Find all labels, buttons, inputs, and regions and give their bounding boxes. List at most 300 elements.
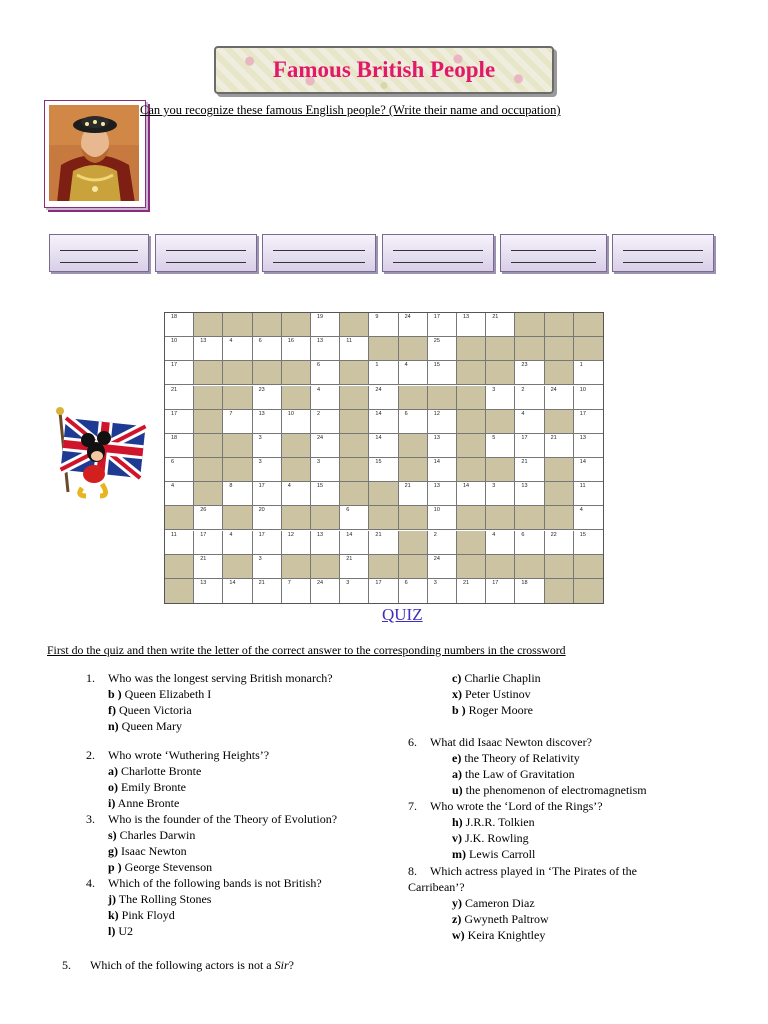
crossword-cell-number: 4 — [229, 531, 233, 538]
crossword-cell[interactable] — [515, 434, 544, 458]
crossword-cell[interactable] — [515, 410, 544, 434]
crossword-shaded-cell — [457, 506, 486, 530]
crossword-shaded-cell — [515, 337, 544, 361]
crossword-cell-number: 21 — [346, 555, 353, 562]
crossword-cell-number: 14 — [346, 531, 353, 538]
crossword-cell[interactable] — [223, 337, 252, 361]
crossword-cell-number: 6 — [521, 531, 525, 538]
crossword-cell[interactable] — [194, 506, 223, 530]
crossword-cell[interactable] — [428, 313, 457, 337]
crossword-cell-number: 21 — [521, 459, 528, 465]
crossword-shaded-cell — [223, 313, 252, 337]
crossword-cell-number: 16 — [287, 338, 294, 345]
crossword-cell-number: 21 — [375, 531, 382, 538]
crossword-shaded-cell — [457, 555, 486, 579]
crossword-cell-number: 18 — [171, 314, 178, 320]
crossword-cell[interactable] — [369, 361, 398, 385]
crossword-cell[interactable] — [165, 361, 194, 385]
crossword-shaded-cell — [340, 458, 369, 482]
crossword-cell-number: 13 — [317, 531, 324, 538]
crossword-cell-number: 14 — [375, 410, 382, 417]
answer-line — [511, 250, 596, 252]
answer-option: o) Emily Bronte — [108, 780, 186, 794]
crossword-cell[interactable] — [428, 555, 457, 579]
crossword-shaded-cell — [340, 434, 369, 458]
answer-line — [273, 250, 365, 252]
crossword-shaded-cell — [340, 386, 369, 410]
crossword-shaded-cell — [574, 313, 603, 337]
crossword-cell-number: 17 — [492, 579, 499, 586]
crossword-cell-number: 7 — [229, 410, 233, 417]
crossword-cell-number: 3 — [492, 386, 496, 393]
crossword-shaded-cell — [457, 458, 486, 482]
crossword-cell[interactable] — [194, 531, 223, 555]
crossword-shaded-cell — [545, 410, 574, 434]
crossword-shaded-cell — [194, 434, 223, 458]
crossword-cell-number: 11 — [171, 531, 177, 538]
crossword-shaded-cell — [340, 313, 369, 337]
henry-viii-portrait — [44, 100, 146, 208]
crossword-shaded-cell — [223, 434, 252, 458]
crossword-cell-number: 3 — [346, 579, 350, 586]
crossword-cell[interactable] — [282, 531, 311, 555]
crossword-cell[interactable] — [311, 313, 340, 337]
crossword-shaded-cell — [165, 579, 194, 603]
question-text: 1. Who was the longest serving British monarch? — [86, 671, 333, 685]
crossword-cell[interactable] — [515, 579, 544, 603]
answer-line — [60, 262, 138, 264]
crossword-shaded-cell — [194, 410, 223, 434]
crossword-cell[interactable] — [253, 410, 282, 434]
crossword-cell[interactable] — [457, 579, 486, 603]
crossword-cell[interactable] — [253, 458, 282, 482]
crossword-cell-number: 18 — [171, 434, 178, 441]
crossword-cell[interactable] — [194, 555, 223, 579]
crossword-cell[interactable] — [311, 386, 340, 410]
crossword-shaded-cell — [457, 386, 486, 410]
answer-box[interactable] — [382, 234, 494, 272]
crossword-shaded-cell — [311, 506, 340, 530]
crossword-cell-number: 13 — [258, 410, 265, 417]
answer-option: j) The Rolling Stones — [108, 892, 212, 906]
crossword-cell-number: 13 — [433, 434, 440, 441]
crossword-cell-number: 19 — [317, 314, 324, 320]
crossword-cell[interactable] — [486, 579, 515, 603]
crossword-cell[interactable] — [574, 434, 603, 458]
crossword-cell[interactable] — [428, 458, 457, 482]
crossword-cell-number: 14 — [579, 459, 586, 465]
crossword-cell-number: 4 — [404, 362, 408, 369]
question-text: 6. What did Isaac Newton discover? — [408, 735, 592, 749]
crossword-shaded-cell — [457, 434, 486, 458]
crossword-cell[interactable] — [428, 482, 457, 506]
crossword-cell[interactable] — [282, 337, 311, 361]
crossword-cell-number: 21 — [404, 483, 411, 490]
answer-option: v) J.K. Rowling — [452, 831, 529, 845]
crossword-cell-number: 4 — [229, 338, 233, 345]
crossword-cell[interactable] — [340, 579, 369, 603]
crossword-cell[interactable] — [399, 313, 428, 337]
crossword-shaded-cell — [545, 361, 574, 385]
question-text: 3. Who is the founder of the Theory of Evolution? — [86, 812, 338, 826]
crossword-shaded-cell — [515, 506, 544, 530]
crossword-cell[interactable] — [574, 506, 603, 530]
crossword-cell[interactable] — [486, 434, 515, 458]
crossword-shaded-cell — [515, 313, 544, 337]
crossword-shaded-cell — [399, 337, 428, 361]
crossword-shaded-cell — [399, 506, 428, 530]
crossword-cell-number: 13 — [579, 434, 586, 441]
answer-box[interactable] — [500, 234, 607, 272]
crossword-cell[interactable] — [253, 555, 282, 579]
crossword-cell-number: 23 — [258, 386, 265, 393]
crossword-shaded-cell — [399, 458, 428, 482]
crossword-cell[interactable] — [165, 482, 194, 506]
crossword-shaded-cell — [486, 410, 515, 434]
answer-option: c) Charlie Chaplin — [452, 671, 541, 685]
crossword-cell[interactable] — [165, 531, 194, 555]
crossword-cell-number: 11 — [579, 483, 586, 490]
answer-option: i) Anne Bronte — [108, 796, 180, 810]
crossword-cell[interactable] — [282, 482, 311, 506]
crossword-shaded-cell — [574, 579, 603, 603]
crossword-cell[interactable] — [428, 410, 457, 434]
crossword-cell[interactable] — [428, 506, 457, 530]
crossword-cell[interactable] — [340, 506, 369, 530]
crossword-cell[interactable] — [253, 482, 282, 506]
crossword-shaded-cell — [223, 458, 252, 482]
crossword-cell[interactable] — [282, 410, 311, 434]
answer-line — [623, 250, 703, 252]
crossword-cell-number: 14 — [463, 483, 470, 490]
crossword-cell[interactable] — [574, 410, 603, 434]
answer-option: w) Keira Knightley — [452, 928, 546, 942]
crossword-cell[interactable] — [486, 482, 515, 506]
crossword-cell-number: 13 — [200, 579, 207, 586]
crossword-shaded-cell — [545, 555, 574, 579]
crossword-shaded-cell — [486, 458, 515, 482]
crossword-shaded-cell — [194, 361, 223, 385]
crossword-cell-number: 4 — [287, 483, 291, 490]
crossword-cell[interactable] — [223, 482, 252, 506]
crossword-cell-number: 10 — [433, 507, 440, 514]
crossword-cell[interactable] — [399, 361, 428, 385]
crossword-shaded-cell — [282, 386, 311, 410]
crossword-cell[interactable] — [428, 434, 457, 458]
crossword-cell-number: 4 — [492, 531, 496, 538]
crossword-cell[interactable] — [369, 434, 398, 458]
crossword-cell[interactable] — [253, 337, 282, 361]
crossword-shaded-cell — [369, 337, 398, 361]
crossword-cell-number: 24 — [317, 434, 324, 441]
question-text: 2. Who wrote ‘Wuthering Heights’? — [86, 748, 270, 762]
crossword-cell[interactable] — [311, 337, 340, 361]
crossword-cell[interactable] — [253, 579, 282, 603]
crossword-cell-number: 21 — [258, 579, 265, 586]
crossword-cell-number: 6 — [258, 338, 262, 345]
crossword-shaded-cell — [223, 555, 252, 579]
crossword-cell[interactable] — [223, 410, 252, 434]
crossword-cell[interactable] — [311, 410, 340, 434]
crossword-cell-number: 4 — [171, 483, 175, 490]
crossword-shaded-cell — [340, 361, 369, 385]
crossword-cell[interactable] — [311, 458, 340, 482]
crossword-cell-number: 15 — [317, 483, 324, 490]
answer-option: l) U2 — [108, 924, 134, 938]
question-text: 7. Who wrote the ‘Lord of the Rings’? — [408, 799, 603, 813]
crossword-cell-number: 25 — [433, 338, 440, 345]
crossword-cell[interactable] — [311, 579, 340, 603]
crossword-cell-number: 15 — [433, 362, 440, 369]
crossword-cell-number: 24 — [317, 579, 324, 586]
question-text: 8. Which actress played in ‘The Pirates of the — [408, 864, 637, 878]
answer-option: x) Peter Ustinov — [452, 687, 531, 701]
answer-box[interactable] — [612, 234, 714, 272]
answer-line — [273, 262, 365, 264]
crossword-cell-number: 3 — [258, 434, 262, 441]
crossword-cell[interactable] — [399, 410, 428, 434]
crossword-cell[interactable] — [457, 313, 486, 337]
answer-box[interactable] — [49, 234, 149, 272]
question-text: 5. Which of the following actors is not a Sir? — [62, 958, 294, 972]
crossword-cell-number: 12 — [287, 531, 294, 538]
crossword-cell[interactable] — [253, 434, 282, 458]
crossword-cell-number: 4 — [317, 386, 321, 393]
crossword-cell-number: 20 — [258, 507, 265, 514]
crossword-shaded-cell — [282, 458, 311, 482]
answer-option: h) J.R.R. Tolkien — [452, 815, 535, 829]
answer-option: b ) Queen Elizabeth I — [108, 687, 212, 701]
crossword-cell[interactable] — [574, 386, 603, 410]
crossword-shaded-cell — [457, 361, 486, 385]
crossword-cell-number: 17 — [171, 362, 178, 369]
crossword-cell-number: 8 — [229, 483, 233, 490]
crossword-cell[interactable] — [545, 531, 574, 555]
crossword-shaded-cell — [311, 555, 340, 579]
crossword-shaded-cell — [194, 386, 223, 410]
crossword-cell[interactable] — [369, 531, 398, 555]
crossword-cell[interactable] — [428, 531, 457, 555]
crossword-shaded-cell — [574, 337, 603, 361]
crossword-shaded-cell — [282, 555, 311, 579]
crossword-cell[interactable] — [282, 579, 311, 603]
crossword-cell-number: 23 — [521, 362, 528, 369]
crossword-cell[interactable] — [574, 458, 603, 482]
crossword-shaded-cell — [165, 555, 194, 579]
answer-option: s) Charles Darwin — [108, 828, 196, 842]
crossword-shaded-cell — [545, 482, 574, 506]
crossword-cell[interactable] — [340, 531, 369, 555]
crossword-cell[interactable] — [515, 386, 544, 410]
crossword-cell-number: 9 — [375, 314, 379, 320]
crossword-cell-number: 7 — [287, 579, 291, 586]
crossword-cell-number: 22 — [550, 531, 557, 538]
crossword-cell[interactable] — [311, 361, 340, 385]
crossword-cell[interactable] — [369, 313, 398, 337]
crossword-shaded-cell — [399, 434, 428, 458]
crossword-cell[interactable] — [194, 337, 223, 361]
crossword-cell[interactable] — [165, 434, 194, 458]
crossword-cell[interactable] — [165, 313, 194, 337]
crossword-cell-number: 17 — [579, 410, 586, 417]
crossword-shaded-cell — [369, 482, 398, 506]
crossword-shaded-cell — [253, 313, 282, 337]
crossword-cell-number: 3 — [258, 459, 262, 465]
crossword-cell-number: 2 — [433, 531, 437, 538]
crossword-cell[interactable] — [253, 531, 282, 555]
crossword-cell[interactable] — [165, 386, 194, 410]
crossword-cell-number: 17 — [375, 579, 382, 586]
crossword-cell-number: 10 — [171, 338, 178, 345]
crossword-cell-number: 21 — [492, 314, 499, 320]
crossword-shaded-cell — [369, 555, 398, 579]
crossword-cell[interactable] — [515, 458, 544, 482]
crossword-cell-number: 6 — [171, 459, 175, 465]
answer-option: g) Isaac Newton — [108, 844, 187, 858]
title-banner — [214, 46, 554, 94]
crossword-cell[interactable] — [253, 386, 282, 410]
answer-box[interactable] — [155, 234, 257, 272]
crossword-cell-number: 17 — [200, 531, 207, 538]
crossword-cell-number: 11 — [346, 338, 352, 345]
crossword-shaded-cell — [223, 386, 252, 410]
crossword-cell-number: 13 — [521, 483, 528, 490]
crossword-cell[interactable] — [369, 579, 398, 603]
crossword-cell[interactable] — [574, 482, 603, 506]
answer-option: m) Lewis Carroll — [452, 847, 536, 861]
crossword-cell[interactable] — [165, 410, 194, 434]
crossword-cell[interactable] — [486, 531, 515, 555]
crossword-cell[interactable] — [545, 386, 574, 410]
answer-option: z) Gwyneth Paltrow — [452, 912, 549, 926]
crossword-shaded-cell — [194, 482, 223, 506]
answer-line — [166, 262, 246, 264]
question-text: 4. Which of the following bands is not British? — [86, 876, 322, 890]
crossword-cell[interactable] — [340, 555, 369, 579]
crossword-cell-number: 3 — [258, 555, 262, 562]
crossword-cell-number: 6 — [317, 362, 321, 369]
quiz-heading: QUIZ — [382, 605, 423, 624]
crossword-cell-number: 13 — [200, 338, 207, 345]
crossword-shaded-cell — [545, 337, 574, 361]
crossword-shaded-cell — [486, 555, 515, 579]
answer-option: p ) George Stevenson — [108, 860, 213, 874]
crossword-shaded-cell — [165, 506, 194, 530]
crossword-cell[interactable] — [369, 458, 398, 482]
crossword-cell[interactable] — [428, 579, 457, 603]
crossword-shaded-cell — [282, 506, 311, 530]
crossword-cell-number: 6 — [404, 410, 408, 417]
crossword-cell[interactable] — [194, 579, 223, 603]
crossword-cell[interactable] — [428, 361, 457, 385]
crossword-cell[interactable] — [515, 361, 544, 385]
crossword-cell[interactable] — [165, 458, 194, 482]
crossword-cell[interactable] — [574, 531, 603, 555]
crossword-cell[interactable] — [340, 337, 369, 361]
answer-line — [166, 250, 246, 252]
crossword-cell-number: 10 — [287, 410, 294, 417]
crossword-cell-number: 17 — [433, 314, 440, 320]
crossword-cell[interactable] — [253, 506, 282, 530]
crossword-shaded-cell — [486, 506, 515, 530]
crossword-cell-number: 4 — [579, 507, 583, 514]
crossword-cell-number: 6 — [346, 507, 350, 514]
crossword-shaded-cell — [223, 361, 252, 385]
crossword-shaded-cell — [545, 458, 574, 482]
answer-option: e) the Theory of Relativity — [452, 751, 580, 765]
crossword-cell-number: 1 — [375, 362, 379, 369]
crossword-cell[interactable] — [223, 531, 252, 555]
crossword-cell[interactable] — [574, 361, 603, 385]
crossword-cell[interactable] — [165, 337, 194, 361]
crossword-cell-number: 26 — [200, 507, 207, 514]
answer-option: b ) Roger Moore — [452, 703, 533, 717]
crossword-shaded-cell — [428, 386, 457, 410]
crossword-cell-number: 5 — [492, 434, 496, 441]
crossword-cell[interactable] — [515, 531, 544, 555]
quiz-instructions: First do the quiz and then write the letter of the correct answer to the corresponding numbers in the crossword — [47, 643, 566, 657]
answer-box[interactable] — [262, 234, 376, 272]
crossword-shaded-cell — [369, 506, 398, 530]
crossword-shaded-cell — [194, 458, 223, 482]
crossword-cell-number: 12 — [433, 410, 440, 417]
crossword-shaded-cell — [545, 506, 574, 530]
crossword-cell-number: 15 — [375, 459, 382, 465]
crossword-shaded-cell — [545, 579, 574, 603]
crossword-cell[interactable] — [223, 579, 252, 603]
crossword-cell[interactable] — [457, 482, 486, 506]
answer-option: a) the Law of Gravitation — [452, 767, 575, 781]
crossword-cell-number: 24 — [550, 386, 557, 393]
answer-line — [623, 262, 703, 264]
crossword-cell[interactable] — [369, 410, 398, 434]
crossword-cell-number: 17 — [171, 410, 178, 417]
instruction-text: Can you recognize these famous English people? (Write their name and occupation) — [140, 103, 561, 117]
crossword-cell[interactable] — [399, 482, 428, 506]
crossword-cell[interactable] — [311, 531, 340, 555]
crossword-cell[interactable] — [545, 434, 574, 458]
crossword-shaded-cell — [223, 506, 252, 530]
crossword-cell[interactable] — [369, 386, 398, 410]
crossword-cell[interactable] — [399, 579, 428, 603]
crossword-cell[interactable] — [486, 313, 515, 337]
crossword-cell[interactable] — [311, 482, 340, 506]
crossword-shaded-cell — [457, 410, 486, 434]
portrait-image — [49, 105, 139, 201]
crossword-cell[interactable] — [515, 482, 544, 506]
crossword-cell-number: 15 — [579, 531, 586, 538]
crossword-cell-number: 13 — [317, 338, 324, 345]
question-text-continued: Carribean’? — [408, 880, 465, 894]
crossword-cell[interactable] — [311, 434, 340, 458]
crossword-cell-number: 24 — [375, 386, 382, 393]
crossword-cell-number: 1 — [579, 362, 583, 369]
page-title: Famous British People — [272, 57, 496, 82]
crossword-cell-number: 3 — [317, 459, 321, 465]
crossword-shaded-cell — [282, 313, 311, 337]
crossword-cell[interactable] — [428, 337, 457, 361]
answer-option: n) Queen Mary — [108, 719, 182, 733]
crossword-cell-number: 17 — [521, 434, 528, 441]
answer-option: k) Pink Floyd — [108, 908, 175, 922]
crossword-shaded-cell — [457, 337, 486, 361]
crossword-shaded-cell — [457, 531, 486, 555]
mickey-uk-flag-image — [46, 402, 150, 502]
crossword-cell-number: 17 — [258, 483, 265, 490]
crossword-cell[interactable] — [486, 386, 515, 410]
crossword-shaded-cell — [282, 361, 311, 385]
crossword-cell-number: 21 — [200, 555, 207, 562]
